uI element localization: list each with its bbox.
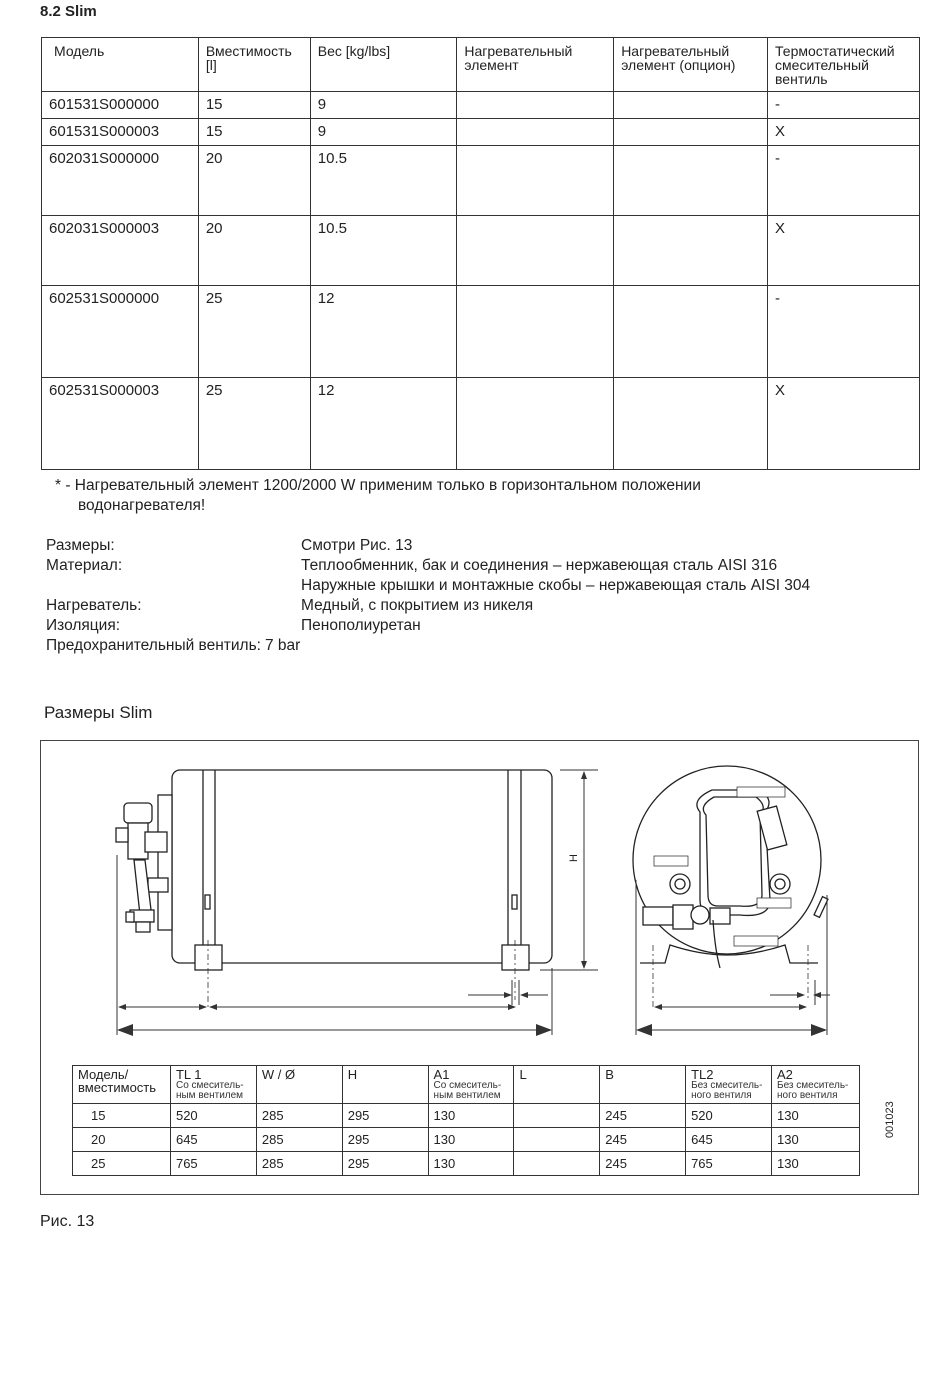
cell-tl1: 520	[170, 1104, 256, 1128]
dimensions-title: Размеры Slim	[44, 703, 153, 722]
header-main: TL2	[691, 1067, 714, 1082]
header-sub: Со смеситель- ным вентилем	[175, 1080, 244, 1101]
header-main: A1	[433, 1067, 450, 1082]
cell-w: 285	[256, 1128, 342, 1152]
property-value: Смотри Рис. 13	[301, 537, 413, 554]
cell-weight: 10.5	[310, 216, 457, 286]
header-sub: Со смеситель- ным вентилем	[433, 1080, 502, 1101]
cell-b: 245	[600, 1152, 686, 1176]
header-a2	[772, 1066, 860, 1104]
cell-model: 602031S000000	[42, 146, 199, 216]
cell-h: 295	[342, 1128, 428, 1152]
property-label: Материал:	[46, 557, 123, 574]
property-label: Нагреватель:	[46, 597, 142, 614]
header-heater: Нагревательный элемент	[457, 38, 614, 92]
cell-tl2: 645	[686, 1128, 772, 1152]
cell-valve: X	[768, 216, 920, 286]
dimensions-header	[73, 1066, 860, 1104]
cell-model: 602531S000003	[42, 378, 199, 470]
header-a1	[428, 1066, 514, 1104]
header-capacity: Вместимость [l]	[198, 38, 310, 92]
cell-h: 295	[342, 1104, 428, 1128]
cell-model: 601531S000000	[42, 92, 199, 119]
header-w	[256, 1066, 342, 1104]
cell-capacity: 25	[73, 1152, 171, 1176]
header-main: A2	[777, 1067, 793, 1082]
header-model: Модель	[42, 38, 199, 92]
cell-valve: -	[768, 92, 920, 119]
cell-a2: 130	[772, 1128, 860, 1152]
cell-capacity: 25	[198, 378, 310, 470]
property-label: Изоляция:	[46, 617, 121, 634]
property-value: Пенополиуретан	[301, 617, 421, 634]
table-row	[73, 1152, 860, 1176]
property-value: Теплообменник, бак и соединения – нержавеющая сталь AISI 316	[301, 557, 778, 574]
header-l	[514, 1066, 600, 1104]
cell-capacity: 25	[198, 286, 310, 378]
cell-a1: 130	[428, 1104, 514, 1128]
cell-l	[514, 1104, 600, 1128]
table-row	[73, 1128, 860, 1152]
cell-valve: X	[768, 378, 920, 470]
cell-model: 601531S000003	[42, 119, 199, 146]
dimension-label-h: H	[568, 854, 580, 862]
header-tl2	[686, 1066, 772, 1104]
drawing-id: 001023	[884, 1101, 896, 1138]
property-label: Предохранительный вентиль:	[46, 637, 261, 654]
cell-h: 295	[342, 1152, 428, 1176]
cell-l	[514, 1128, 600, 1152]
cell-a1: 130	[428, 1152, 514, 1176]
cell-capacity: 15	[73, 1104, 171, 1128]
cell-capacity: 20	[198, 216, 310, 286]
header-b	[600, 1066, 686, 1104]
cell-tl1: 645	[170, 1128, 256, 1152]
property-value: Медный, с покрытием из никеля	[301, 597, 534, 614]
header-heater-option: Нагревательный элемент (опцион)	[614, 38, 768, 92]
cell-capacity: 15	[198, 92, 310, 119]
cell-b: 245	[600, 1128, 686, 1152]
header-weight: Вес [kg/lbs]	[310, 38, 457, 92]
header-h	[342, 1066, 428, 1104]
header-sub: Без смеситель- ного вентиля	[777, 1080, 849, 1101]
cell-tl1: 765	[170, 1152, 256, 1176]
cell-capacity: 20	[198, 146, 310, 216]
dimensions-table	[72, 1065, 860, 1176]
cell-a2: 130	[772, 1104, 860, 1128]
cell-weight: 9	[310, 92, 457, 119]
figure-caption: Рис. 13	[40, 1213, 95, 1230]
cell-a2: 130	[772, 1152, 860, 1176]
table-row	[73, 1104, 860, 1128]
cell-valve: -	[768, 146, 920, 216]
cell-weight: 12	[310, 378, 457, 470]
header-main: L	[519, 1067, 527, 1082]
cell-l	[514, 1152, 600, 1176]
cell-valve: -	[768, 286, 920, 378]
cell-model: 602531S000000	[42, 286, 199, 378]
cell-weight: 10.5	[310, 146, 457, 216]
cell-weight: 9	[310, 119, 457, 146]
property-value: 7 bar	[264, 637, 301, 654]
cell-tl2: 765	[686, 1152, 772, 1176]
header-main: W / Ø	[261, 1067, 296, 1082]
cell-model: 602031S000003	[42, 216, 199, 286]
cell-valve: X	[768, 119, 920, 146]
property-label: Размеры:	[46, 537, 115, 554]
section-title: 8.2 Slim	[40, 3, 97, 20]
cell-w: 285	[256, 1152, 342, 1176]
cell-w: 285	[256, 1104, 342, 1128]
header-main: Модель/ вместимость	[78, 1067, 157, 1095]
cell-capacity: 15	[198, 119, 310, 146]
header-tl1	[170, 1066, 256, 1104]
header-capacity	[73, 1066, 171, 1104]
property-value: Наружные крышки и монтажные скобы – нержавеющая сталь AISI 304	[301, 577, 811, 594]
header-main: B	[605, 1067, 614, 1082]
cell-weight: 12	[310, 286, 457, 378]
header-mixing-valve: Термостатический смесительный вентиль	[768, 38, 920, 92]
cell-b: 245	[600, 1104, 686, 1128]
header-main: TL 1	[175, 1067, 202, 1082]
header-sub: Без смеситель- ного вентиля	[691, 1080, 763, 1101]
cell-tl2: 520	[686, 1104, 772, 1128]
header-main: H	[347, 1067, 358, 1082]
footnote-line-1: * - Нагревательный элемент 1200/2000 W применим только в горизонтальном положении	[55, 477, 701, 494]
footnote-line-2: водонагревателя!	[78, 497, 206, 514]
cell-a1: 130	[428, 1128, 514, 1152]
cell-capacity: 20	[73, 1128, 171, 1152]
